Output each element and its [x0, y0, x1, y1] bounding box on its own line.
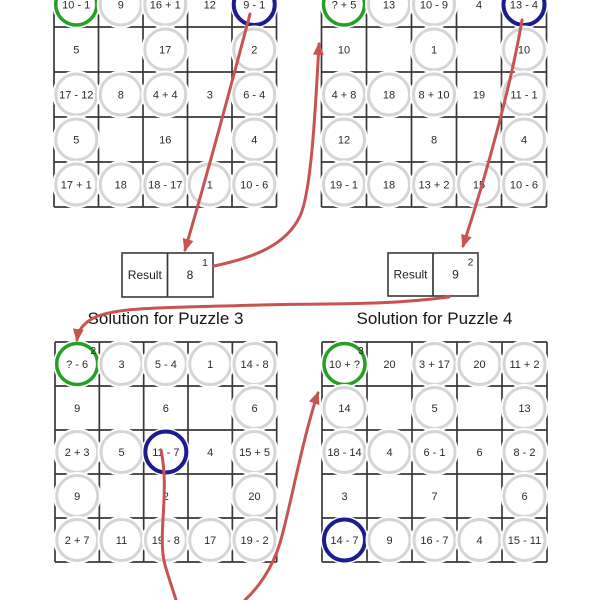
cell-value: ? - 6 [66, 359, 89, 371]
cell-value: 4 [520, 134, 528, 147]
cell-value: 10 + ? [329, 359, 360, 371]
cell-value: 18 [382, 179, 396, 192]
cell-value: 4 + 4 [152, 89, 178, 102]
cell-value: 3 + 17 [419, 359, 450, 371]
cell-value: 19 - 8 [151, 535, 180, 547]
cell-value: 2 [251, 44, 258, 57]
cell-value: 9 [74, 491, 81, 503]
puzzle4-title: Solution for Puzzle 4 [356, 309, 513, 328]
cell-value: 11 - 1 [510, 89, 538, 102]
result-label: Result [127, 268, 162, 282]
cell-value: 10 [337, 44, 351, 57]
cell-value: 4 [475, 0, 483, 12]
cell-value: 13 - 4 [509, 0, 539, 12]
cell-value: 11 [115, 535, 128, 547]
cell-value: 5 [118, 447, 125, 459]
cell-value: 6 - 1 [423, 447, 446, 459]
cell-value: 19 - 2 [240, 535, 269, 547]
cell-value: 18 [114, 179, 127, 192]
cell-value: 1 [206, 179, 213, 192]
cell-value: 10 - 6 [240, 179, 269, 192]
cell-value: 4 [476, 535, 483, 547]
cell-value: 14 [338, 403, 351, 415]
cell-value: 5 [431, 403, 438, 415]
cell-value: 19 - 1 [329, 179, 359, 192]
cell-value: 4 [386, 447, 393, 459]
cell-value: 5 - 4 [154, 359, 177, 371]
cell-value: 6 [476, 447, 483, 459]
cell-value: ? + 5 [331, 0, 357, 12]
cell-value: 5 [73, 44, 80, 57]
cell-value: 14 - 8 [240, 359, 269, 371]
cell-value: 16 - 7 [420, 535, 449, 547]
result-value: 8 [186, 268, 194, 282]
cell-value: 15 + 5 [239, 447, 270, 459]
cell-value: 10 - 1 [62, 0, 91, 12]
cell-value: 17 + 1 [60, 179, 92, 192]
cell-value: 18 [382, 89, 396, 102]
cell-value: 9 - 1 [243, 0, 266, 12]
cell-value: 13 + 2 [418, 179, 450, 192]
cell-value: 3 [341, 491, 348, 503]
cell-value: 4 + 8 [331, 89, 357, 102]
result-box-2 [388, 253, 478, 296]
cell-value: 6 - 4 [243, 89, 266, 102]
result-box-1 [122, 253, 213, 297]
cell-value: 2 + 3 [64, 447, 90, 459]
cell-value: 1 [430, 44, 438, 57]
cell-value: 17 [204, 535, 217, 547]
grid-solution-puzzle-3 [53, 340, 278, 564]
cell-value: 17 [159, 44, 172, 57]
cell-value: 9 [117, 0, 124, 12]
cell-value: 11 + 2 [509, 359, 540, 371]
cell-value: 17 - 12 [59, 89, 94, 102]
cell-value: 13 [382, 0, 396, 12]
cell-value: 1 [207, 359, 214, 371]
cell-value: 16 + 1 [149, 0, 181, 12]
cell-value: 10 - 6 [509, 179, 539, 192]
result-superscript: 1 [202, 258, 208, 269]
cell-value: 4 [207, 447, 214, 459]
cell-value: 12 [203, 0, 216, 12]
puzzle3-title: Solution for Puzzle 3 [87, 309, 244, 328]
chain-step-superscript: 2 [90, 346, 97, 357]
chain-step-superscript: 3 [358, 346, 364, 357]
cell-value: 7 [431, 491, 438, 503]
grid-solution-puzzle-4 [321, 340, 549, 564]
cell-value: 8 [117, 89, 124, 102]
cell-value: 2 [162, 491, 169, 503]
cell-value: 6 [251, 403, 258, 415]
cell-value: 20 [383, 359, 396, 371]
cell-value: 10 - 9 [419, 0, 449, 12]
cell-value: 8 [430, 134, 438, 147]
cell-value: 19 [472, 89, 486, 102]
cell-value: 4 [251, 134, 258, 147]
cell-value: 9 [386, 535, 393, 547]
cell-value: 13 [518, 403, 531, 415]
cell-value: 15 - 11 [507, 535, 542, 547]
cell-value: 10 [517, 44, 531, 57]
cell-value: 15 [472, 179, 486, 192]
cell-value: 11 - 7 [152, 447, 180, 459]
grid-puzzle-2-top-right [320, 0, 548, 209]
cell-value: 20 [473, 359, 486, 371]
cell-value: 3 [118, 359, 125, 371]
cell-value: 5 [73, 134, 80, 147]
cell-value: 8 + 10 [418, 89, 450, 102]
cell-value: 18 - 17 [148, 179, 183, 192]
cell-value: 16 [159, 134, 172, 147]
cell-value: 9 [74, 403, 81, 415]
cell-value: 3 [206, 89, 213, 102]
cell-value: 14 - 7 [330, 535, 359, 547]
cell-value: 12 [337, 134, 351, 147]
cell-value: 2 + 7 [64, 535, 90, 547]
result-superscript: 2 [467, 257, 474, 269]
cell-value: 20 [248, 491, 261, 503]
cell-value: 6 [521, 491, 528, 503]
result-value: 9 [452, 267, 459, 282]
cell-value: 18 - 14 [327, 447, 362, 459]
cell-value: 6 [162, 403, 169, 415]
cell-value: 8 - 2 [513, 447, 536, 459]
result-label: Result [393, 267, 428, 282]
